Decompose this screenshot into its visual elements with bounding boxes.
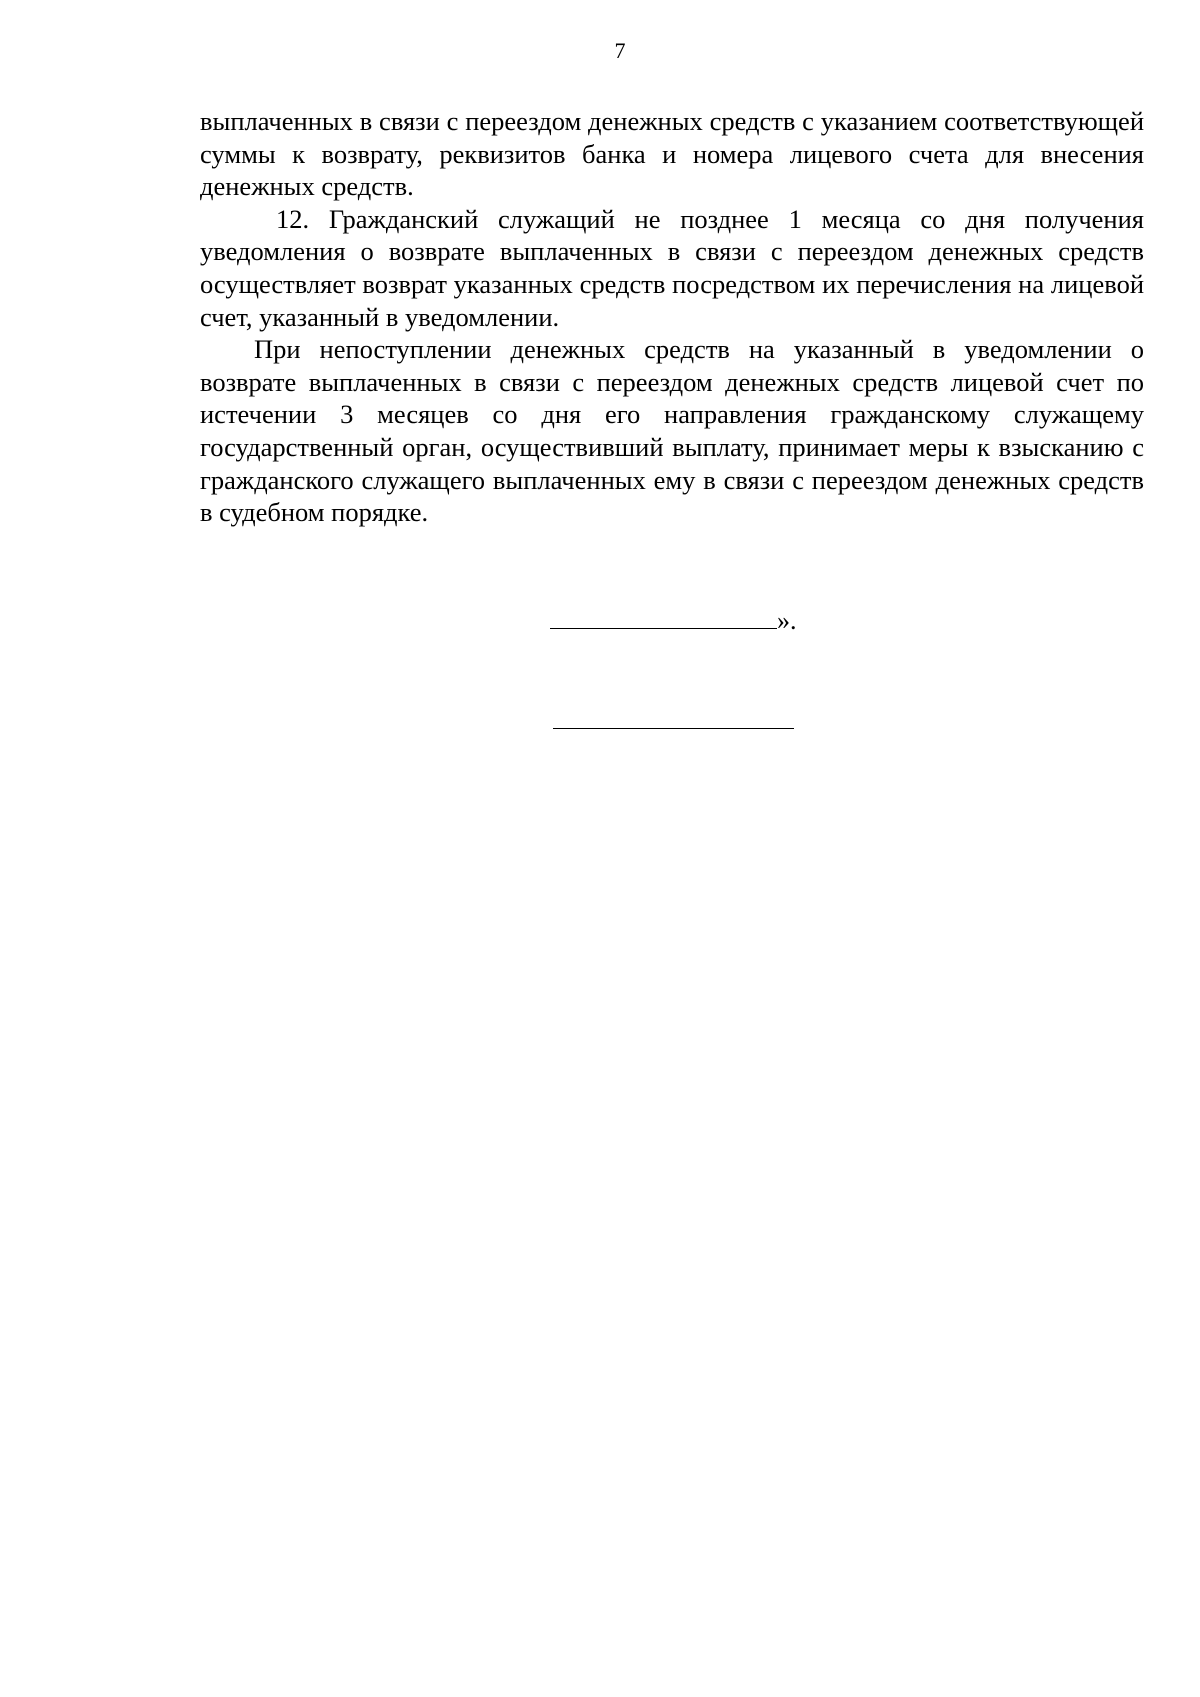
closing-quote-mark: ». xyxy=(777,606,797,635)
end-divider xyxy=(553,728,794,729)
paragraph-continuation: выплаченных в связи с переездом денежных средств с указанием соответствующей суммы к возврату, реквизитов банка и номера лицевого счета для внесения денежных средств. xyxy=(200,106,1144,202)
paragraph-nonreceipt: При непоступлении денежных средств на указанный в уведомлении о возврате выплаченных в связи с переездом денежных средств лицевой счет по истечении 3 месяцев со дня его направления гражданскому служащему государственный орган, осуществивший выплату, принимает меры к взысканию с гражданского служащего выплаченных ему в связи с переездом денежных средств в судебном порядке. xyxy=(200,334,1144,528)
paragraph-item-12: 12. Гражданский служащий не позднее 1 месяца со дня получения уведомления о возврате выплаченных в связи с переездом денежных средств осуществляет возврат указанных средств посредством их перечисления на лицевой счет, указанный в уведомлении. xyxy=(200,203,1144,332)
document-body xyxy=(200,105,1144,529)
closing-quote-line xyxy=(550,606,797,636)
page-number: 7 xyxy=(614,38,626,63)
closing-underline xyxy=(550,606,777,629)
